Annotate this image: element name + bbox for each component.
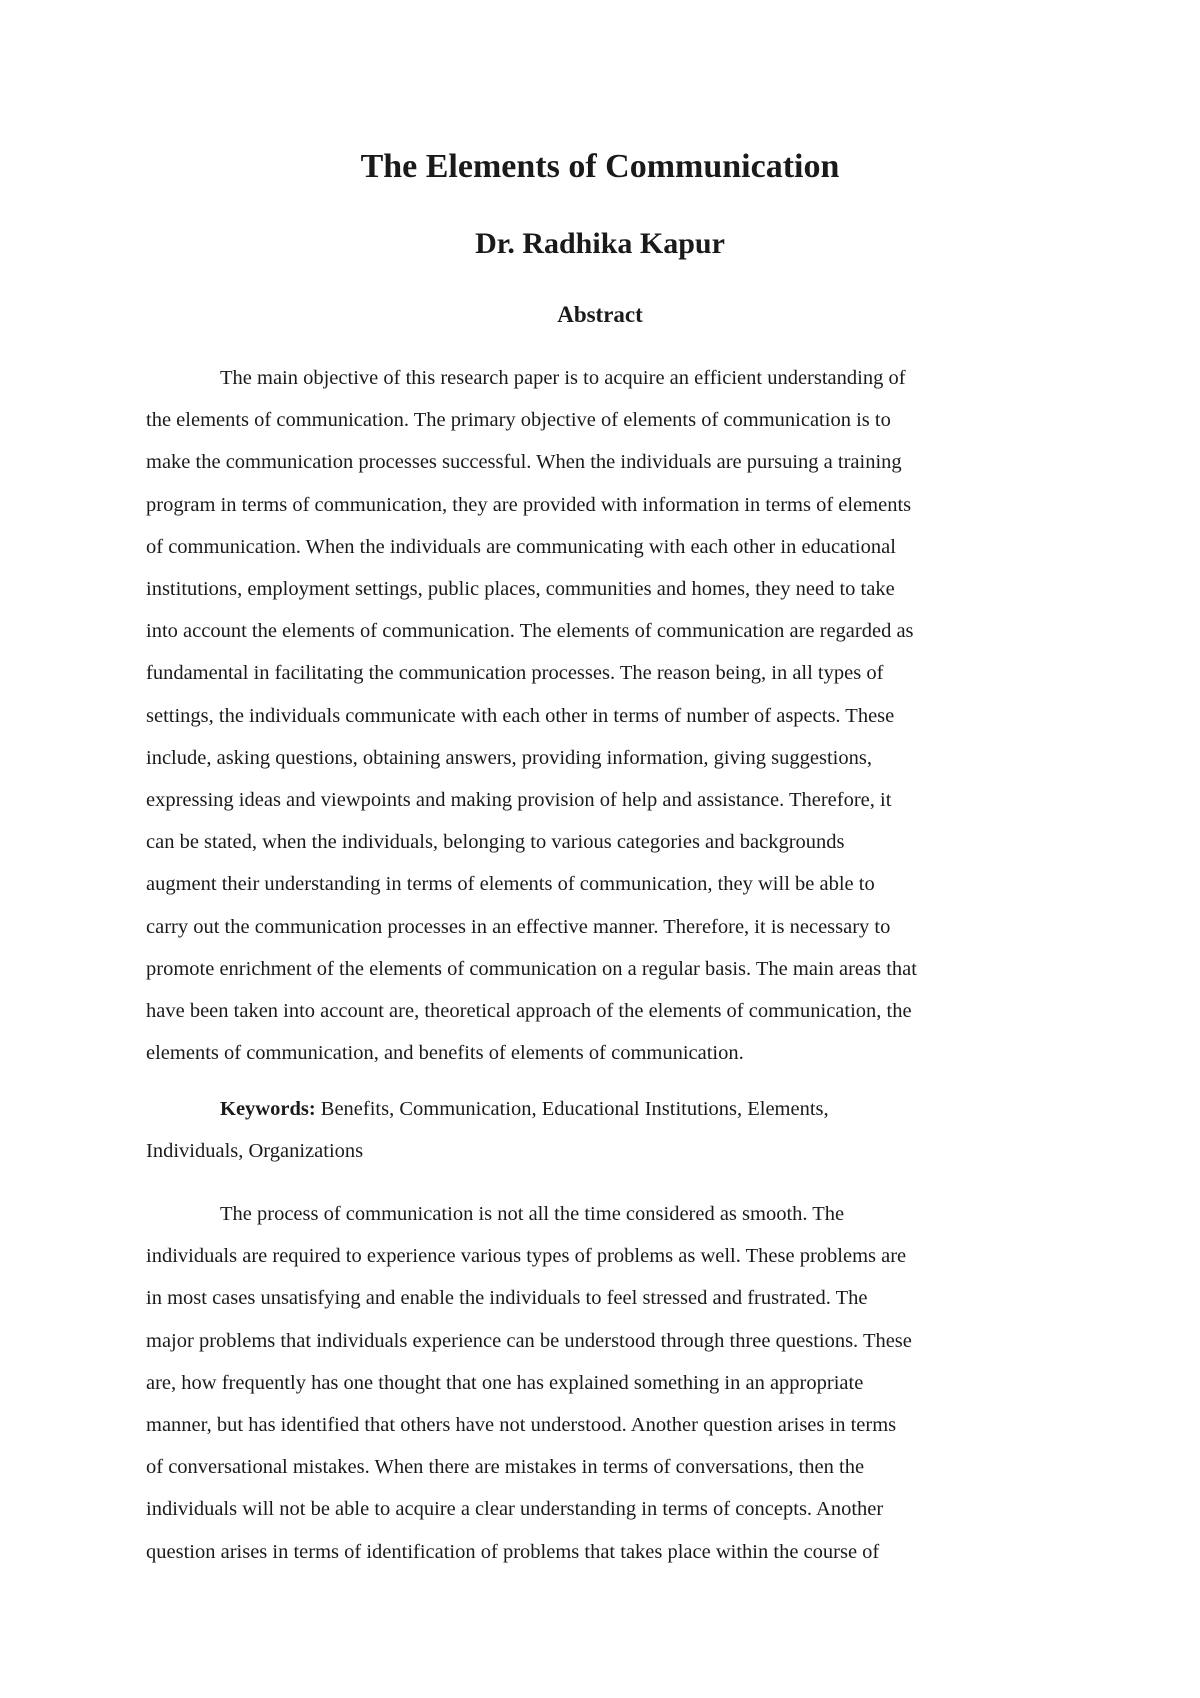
abstract-line: can be stated, when the individuals, belonging to various categories and backgrounds — [146, 831, 845, 854]
keywords-label: Keywords: — [220, 1098, 316, 1120]
body-line: question arises in terms of identification of problems that takes place within the course of — [146, 1540, 880, 1563]
body-line: individuals will not be able to acquire a clear understanding in terms of concepts. Another — [146, 1498, 884, 1521]
body-line: of conversational mistakes. When there are mistakes in terms of conversations, then the — [146, 1456, 865, 1479]
abstract-line: institutions, employment settings, public places, communities and homes, they need to take — [146, 578, 895, 601]
abstract-line: expressing ideas and viewpoints and making provision of help and assistance. Therefore, it — [146, 789, 892, 812]
body-line: major problems that individuals experience can be understood through three questions. These — [146, 1329, 912, 1352]
body-line: are, how frequently has one thought that one has explained something in an appropriate — [146, 1371, 864, 1394]
body-line: The process of communication is not all the time considered as smooth. The — [220, 1203, 845, 1225]
abstract-line: make the communication processes successful. When the individuals are pursuing a training — [146, 451, 902, 474]
abstract-line: augment their understanding in terms of elements of communication, they will be able to — [146, 873, 875, 896]
keywords-line: Individuals, Organizations — [146, 1140, 364, 1163]
body-paragraph — [146, 1193, 1066, 1573]
abstract-line: promote enrichment of the elements of communication on a regular basis. The main areas that — [146, 957, 917, 980]
abstract-paragraph — [146, 357, 1066, 1074]
abstract-line: include, asking questions, obtaining answers, providing information, giving suggestions, — [146, 746, 872, 769]
abstract-line: settings, the individuals communicate with each other in terms of number of aspects. These — [146, 704, 895, 727]
body-line: individuals are required to experience various types of problems as well. These problems are — [146, 1245, 907, 1268]
abstract-line: the elements of communication. The primary objective of elements of communication is to — [146, 409, 891, 432]
abstract-line: of communication. When the individuals are communicating with each other in educational — [146, 535, 896, 558]
paper-title: The Elements of Communication — [360, 148, 840, 185]
author-name: Dr. Radhika Kapur — [475, 227, 725, 260]
abstract-line: elements of communication, and benefits of elements of communication. — [146, 1042, 744, 1065]
abstract-heading: Abstract — [557, 302, 643, 327]
keywords-line — [146, 1088, 1066, 1130]
body-line: in most cases unsatisfying and enable the individuals to feel stressed and frustrated. The — [146, 1287, 868, 1310]
abstract-line: fundamental in facilitating the communication processes. The reason being, in all types of — [146, 662, 884, 685]
abstract-line: into account the elements of communication. The elements of communication are regarded as — [146, 620, 914, 643]
abstract-line: have been taken into account are, theoretical approach of the elements of communication, the — [146, 1000, 912, 1023]
abstract-line: program in terms of communication, they are provided with information in terms of elements — [146, 493, 912, 516]
abstract-line: carry out the communication processes in an effective manner. Therefore, it is necessary to — [146, 915, 891, 938]
body-line: manner, but has identified that others have not understood. Another question arises in terms — [146, 1414, 897, 1437]
keywords-paragraph — [146, 1088, 1066, 1172]
keywords-list: Benefits, Communication, Educational Institutions, Elements, — [320, 1098, 829, 1120]
abstract-line: The main objective of this research paper is to acquire an efficient understanding of — [220, 367, 906, 389]
